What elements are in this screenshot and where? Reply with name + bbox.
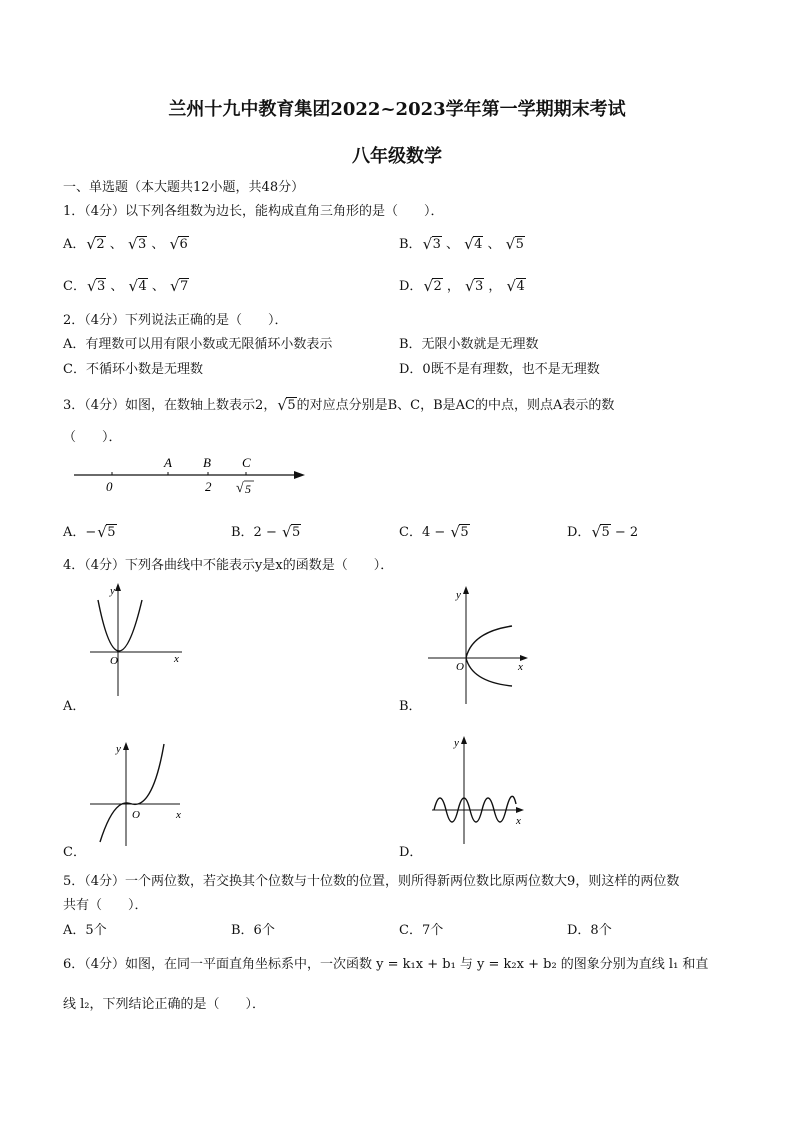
svg-text:y: y [456,589,461,601]
q3-option-b: B．2 − √ 5 [231,521,301,540]
q5-option-c: C．7个 [399,923,444,938]
sqrt-term: √ 5 [282,525,301,540]
svg-text:O: O [110,655,118,667]
q2-option-b: B．无限小数就是无理数 [399,337,539,352]
q2-stem: 2．（4分）下列说法正确的是（ ）． [63,313,288,328]
label-root5-sign: √ [236,481,244,496]
svg-text:y: y [454,737,459,749]
label-c: C [242,455,251,470]
svg-text:x: x [176,809,181,821]
sqrt-term: √ 5 [450,525,469,540]
section-heading: 一、单选题（本大题共12小题，共48分） [63,180,305,195]
label-root5: 5 [245,482,251,496]
sqrt-term: √ 6 [169,237,188,252]
svg-text:O: O [132,809,140,821]
svg-text:y: y [116,743,121,755]
q1-option-a: A．√ 2 、 √ 3 、 √ 6 [63,233,189,252]
sqrt-term: √ 4 [464,237,483,252]
sqrt-term: √ 3 [423,237,442,252]
label-a: A [164,455,172,470]
graph-a [86,580,191,700]
q5-option-d: D．8个 [567,923,612,938]
q2-option-c: C．不循环小数是无理数 [63,362,203,377]
svg-text:x: x [174,653,179,665]
exam-title: 兰州十九中教育集团2022~2023学年第一学期期末考试 [168,99,626,120]
sqrt-term: √ 7 [170,279,189,294]
svg-text:x: x [518,661,523,673]
label-b: B [203,455,211,470]
q5-stem: 5．（4分）一个两位数，若交换其个位数与十位数的位置，则所得新两位数比原两位数大9，则这样的两位数 [63,874,680,889]
sqrt-term: √ 4 [129,279,148,294]
q3-sqrt: √ 5 [277,398,296,413]
q1-option-c: C．√ 3 、 √ 4 、 √ 7 [63,275,189,294]
label-two: 2 [205,479,212,494]
q6-stem: 6．（4分）如图，在同一平面直角坐标系中，一次函数 y = k₁x + b₁ 与 y = k₂x + b₂ 的图象分别为直线 l₁ 和直 [63,957,709,972]
sqrt-term: √ 3 [87,279,106,294]
graph-d [428,732,528,847]
q6-stem-cont: 线 l₂，下列结论正确的是（ ）． [63,997,266,1012]
q5-option-b: B．6个 [231,923,275,938]
q1-option-b: B．√ 3 、 √ 4 、 √ 5 [399,233,525,252]
svg-text:y: y [110,585,115,597]
q2-option-d: D．0既不是有理数，也不是无理数 [399,362,600,377]
q5-option-a: A．5个 [63,923,107,938]
q5-stem-cont: 共有（ ）． [63,898,148,913]
number-line-figure [60,450,320,500]
q3-option-c: C．4 − √ 5 [399,521,470,540]
q3-option-a: A．−√ 5 [63,521,117,540]
sqrt-term: √ 3 [465,279,484,294]
sqrt-term: √ 5 [506,237,525,252]
sqrt-term: √ 3 [128,237,147,252]
q3-option-d: D．√ 5 − 2 [567,521,638,540]
q3-stem: 3．（4分）如图，在数轴上数表示2，√ 5的对应点分别是B、C，B是AC的中点，则点A表示的数 [63,394,614,413]
q4-stem: 4．（4分）下列各曲线中不能表示y是x的函数是（ ）． [63,558,394,573]
sqrt-term: √ 2 [86,237,105,252]
sqrt-term: √ 4 [507,279,526,294]
sqrt-term: √ 2 [423,279,442,294]
sqrt-term: √ 5 [97,525,116,540]
graph-c [86,738,196,848]
graph-b [424,582,534,707]
svg-text:x: x [516,815,521,827]
exam-subtitle: 八年级数学 [352,146,442,167]
q4-option-c: C． [63,845,86,860]
sqrt-term: √ 5 [591,525,610,540]
q4-option-b: B． [399,699,422,714]
q4-option-d: D． [399,845,423,860]
q3-stem-cont: （ ）． [63,430,122,445]
label-zero: 0 [106,479,113,494]
q1-option-d: D．√ 2 ， √ 3 ， √ 4 [399,275,526,294]
q2-option-a: A．有理数可以用有限小数或无限循环小数表示 [63,337,333,352]
svg-text:O: O [456,661,464,673]
q4-option-a: A． [63,699,86,714]
number-line-arrow [294,471,305,479]
q1-stem: 1．（4分）以下列各组数为边长，能构成直角三角形的是（ ）． [63,204,444,219]
